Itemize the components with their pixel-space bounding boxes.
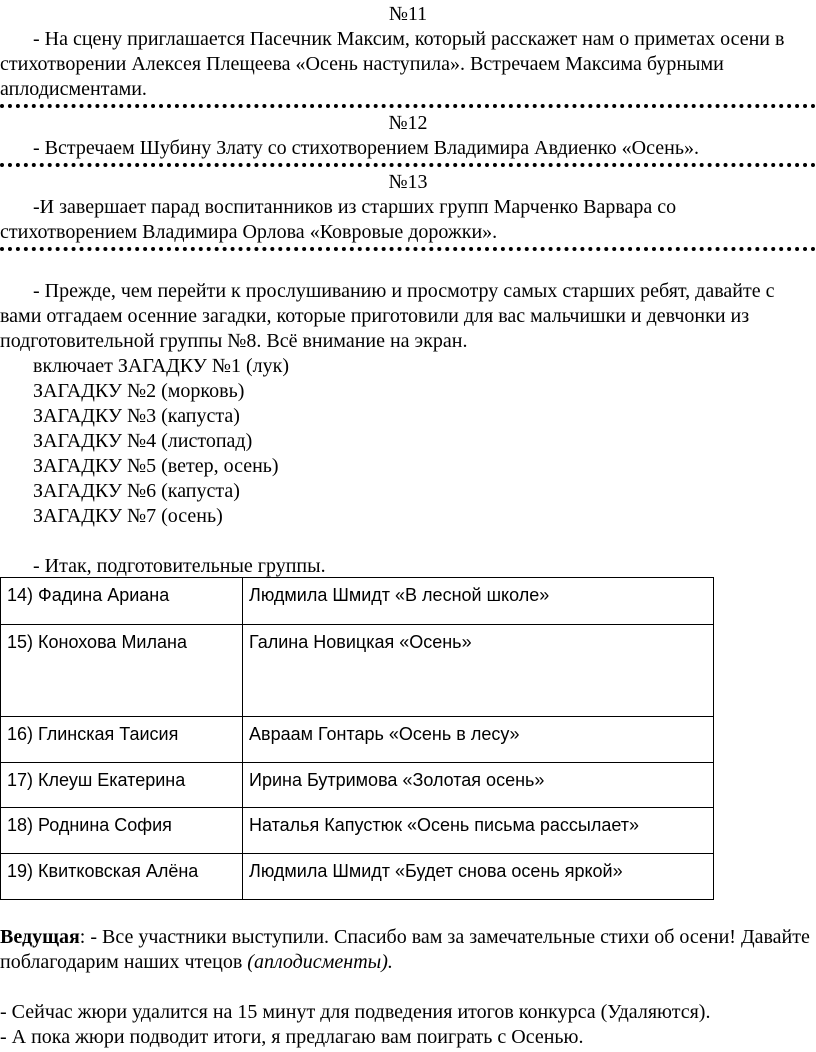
dotted-separator bbox=[0, 247, 816, 251]
riddle-item: ЗАГАДКУ №3 (капуста) bbox=[33, 405, 240, 427]
participant-poem: Авраам Гонтарь «Осень в лесу» bbox=[243, 717, 714, 763]
table-row bbox=[1, 625, 714, 717]
riddle-item: ЗАГАДКУ №6 (капуста) bbox=[33, 480, 240, 502]
table-row bbox=[1, 578, 714, 625]
participant-name: 19) Квитковская Алёна bbox=[1, 854, 243, 900]
table-row bbox=[1, 717, 714, 763]
table-row bbox=[1, 808, 714, 854]
riddle-item: ЗАГАДКУ №5 (ветер, осень) bbox=[33, 455, 279, 477]
participant-name: 17) Клеуш Екатерина bbox=[1, 763, 243, 808]
participant-poem: Галина Новицкая «Осень» bbox=[243, 625, 714, 717]
groups-intro: - Итак, подготовительные группы. bbox=[33, 555, 326, 577]
game-line: - А пока жюри подводит итоги, я предлагаю вам поиграть с Осенью. bbox=[0, 1026, 584, 1048]
host-text: - Все участники выступили. Спасибо вам за замечательные стихи об осени! Давайте поблагодарим наших чтецов bbox=[0, 926, 810, 973]
participant-poem: Людмила Шмидт «Будет снова осень яркой» bbox=[243, 854, 714, 900]
participant-name: 15) Конохова Милана bbox=[1, 625, 243, 717]
participant-poem: Ирина Бутримова «Золотая осень» bbox=[243, 763, 714, 808]
paragraph-13: -И завершает парад воспитанников из старших групп Марченко Варвара со стихотворением Владимира Орлова «Ковровые дорожки». bbox=[0, 196, 677, 243]
dotted-separator bbox=[0, 163, 816, 167]
table-row bbox=[1, 763, 714, 808]
jury-line: - Сейчас жюри удалится на 15 минут для подведения итогов конкурса (Удаляются). bbox=[0, 1001, 711, 1023]
riddle-item: включает ЗАГАДКУ №1 (лук) bbox=[33, 355, 290, 377]
item-number-13: №13 bbox=[388, 171, 428, 193]
riddle-item: ЗАГАДКУ №7 (осень) bbox=[33, 505, 223, 527]
paragraph-11: - На сцену приглашается Пасечник Максим, который расскажет нам о приметах осени в стихотворении Алексея Плещеева «Осень наступила». Встречаем Максима бурными аплодисментами. bbox=[0, 28, 785, 100]
participant-poem: Людмила Шмидт «В лесной школе» bbox=[243, 578, 714, 625]
participants-table bbox=[0, 577, 714, 900]
host-label: Ведущая bbox=[0, 926, 80, 948]
host-applause: (аплодисменты). bbox=[247, 951, 393, 973]
table-row bbox=[1, 854, 714, 900]
riddles-list bbox=[33, 354, 816, 529]
participant-poem: Наталья Капустюк «Осень письма рассылает» bbox=[243, 808, 714, 854]
host-colon: : bbox=[79, 926, 86, 948]
item-number-12: №12 bbox=[388, 112, 428, 134]
item-number-11: №11 bbox=[388, 3, 428, 25]
participant-name: 14) Фадина Ариана bbox=[1, 578, 243, 625]
host-paragraph bbox=[0, 925, 816, 975]
riddles-intro: - Прежде, чем перейти к прослушиванию и просмотру самых старших ребят, давайте с вами отгадаем осенние загадки, которые приготовили для вас мальчишки и девчонки из подготовительной группы №8. Всё внимание на экран. bbox=[0, 280, 775, 352]
riddle-item: ЗАГАДКУ №4 (листопад) bbox=[33, 430, 253, 452]
participant-name: 18) Роднина София bbox=[1, 808, 243, 854]
participant-name: 16) Глинская Таисия bbox=[1, 717, 243, 763]
riddle-item: ЗАГАДКУ №2 (морковь) bbox=[33, 380, 245, 402]
dotted-separator bbox=[0, 104, 816, 108]
paragraph-12: - Встречаем Шубину Злату со стихотворением Владимира Авдиенко «Осень». bbox=[33, 137, 699, 159]
closing-section bbox=[0, 925, 816, 1050]
